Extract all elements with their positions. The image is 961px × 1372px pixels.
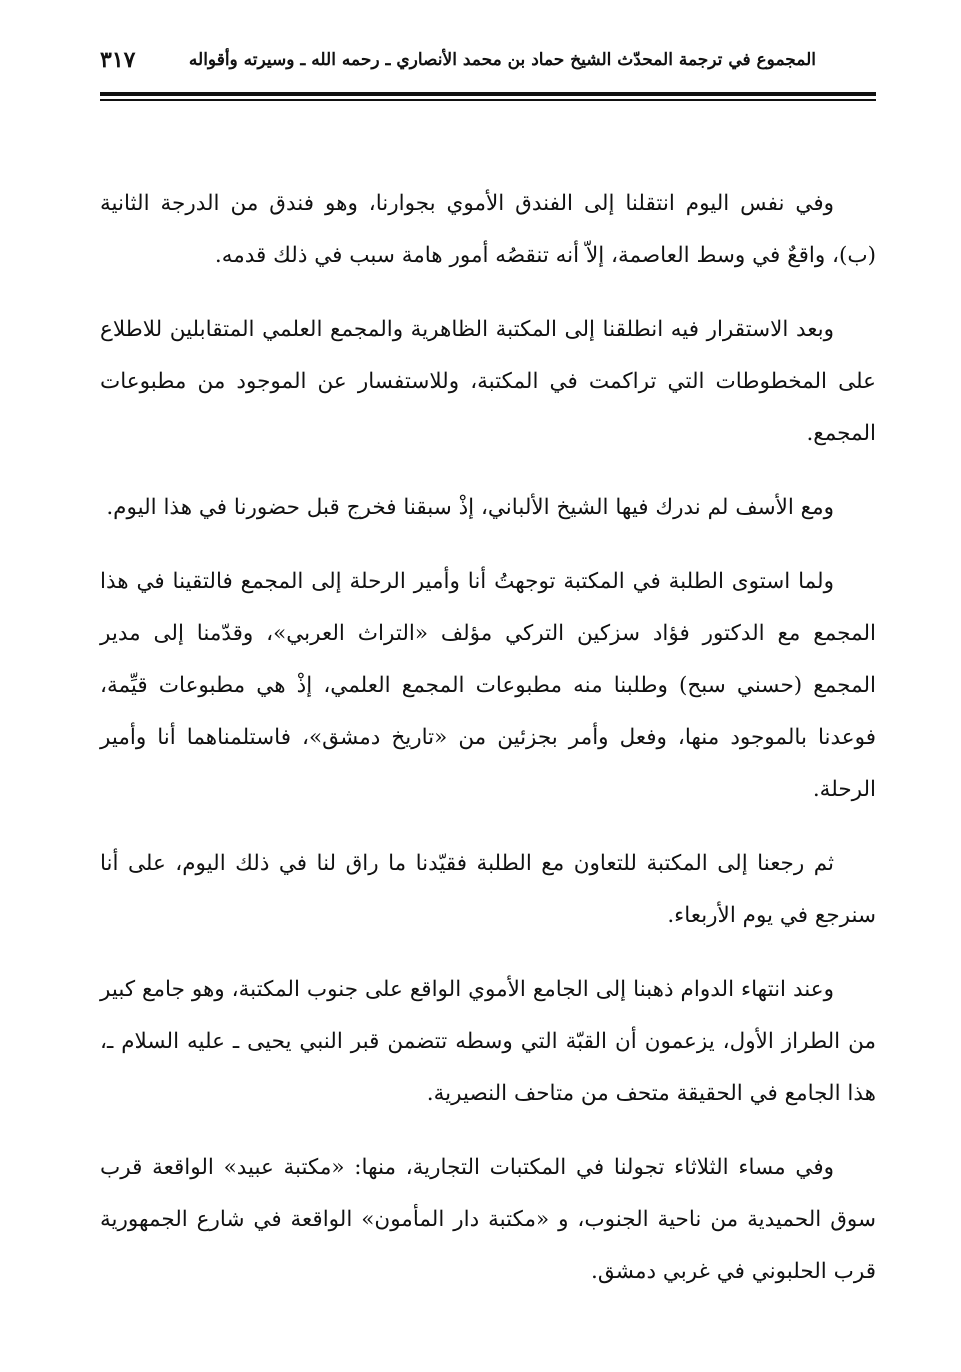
header-title: المجموع في ترجمة المحدّث الشيخ حماد بن محمد الأنصاري ـ رحمه الله ـ وسيرته وأقواله bbox=[188, 50, 816, 70]
paragraph: ولما استوى الطلبة في المكتبة توجهتُ أنا وأمير الرحلة إلى المجمع فالتقينا في هذا المجمع مع الدكتور فؤاد سزكين التركي مؤلف «التراث العربي»، وقدّمنا إلى مدير المجمع (حسني سبح) وطلبنا منه مطبوعات المجمع العلمي، إذْ هي مطبوعات قيِّمة، فوعدنا بالموجود منها، وفعل وأمر بجزئين من «تاريخ دمشق»، فاستلمناهما أنا وأمير الرحلة. bbox=[100, 569, 876, 802]
paragraph: وعند انتهاء الدوام ذهبنا إلى الجامع الأموي الواقع على جنوب المكتبة، وهو جامع كبير من الطراز الأول، يزعمون أن القبّة التي وسطه تتضمن قبر النبي يحيى ـ عليه السلام ـ، هذا الجامع في الحقيقة متحف من متاحف النصيرية. bbox=[100, 977, 876, 1106]
body-text bbox=[100, 178, 876, 1320]
header-rule-thin bbox=[100, 99, 876, 101]
paragraph: وبعد الاستقرار فيه انطلقنا إلى المكتبة الظاهرية والمجمع العلمي المتقابلين للاطلاع على المخطوطات التي تراكمت في المكتبة، وللاستفسار عن الموجود من مطبوعات المجمع. bbox=[100, 317, 876, 446]
paragraph: وفي نفس اليوم انتقلنا إلى الفندق الأموي بجوارنا، وهو فندق من الدرجة الثانية (ب)، واقعٌ في وسط العاصمة، إلاّ أنه تنقصُه أمور هامة سبب في ذلك قدمه. bbox=[100, 191, 876, 268]
header-rule-thick bbox=[100, 92, 876, 96]
page-number: ٣١٧ bbox=[100, 47, 136, 73]
paragraph: ثم رجعنا إلى المكتبة للتعاون مع الطلبة فقيّدنا ما راق لنا في ذلك اليوم، على أنا سنرجع في يوم الأربعاء. bbox=[100, 851, 876, 928]
paragraph: ومع الأسف لم ندرك فيها الشيخ الألباني، إذْ سبقنا فخرج قبل حضورنا في هذا اليوم. bbox=[106, 495, 834, 520]
running-header bbox=[100, 40, 816, 80]
paragraph: وفي مساء الثلاثاء تجولنا في المكتبات التجارية، منها: «مكتبة عبيد» الواقعة قرب سوق الحميدية من ناحية الجنوب، و «مكتبة دار المأمون» الواقعة في شارع الجمهورية قرب الحلبوني في غربي دمشق. bbox=[100, 1155, 876, 1284]
